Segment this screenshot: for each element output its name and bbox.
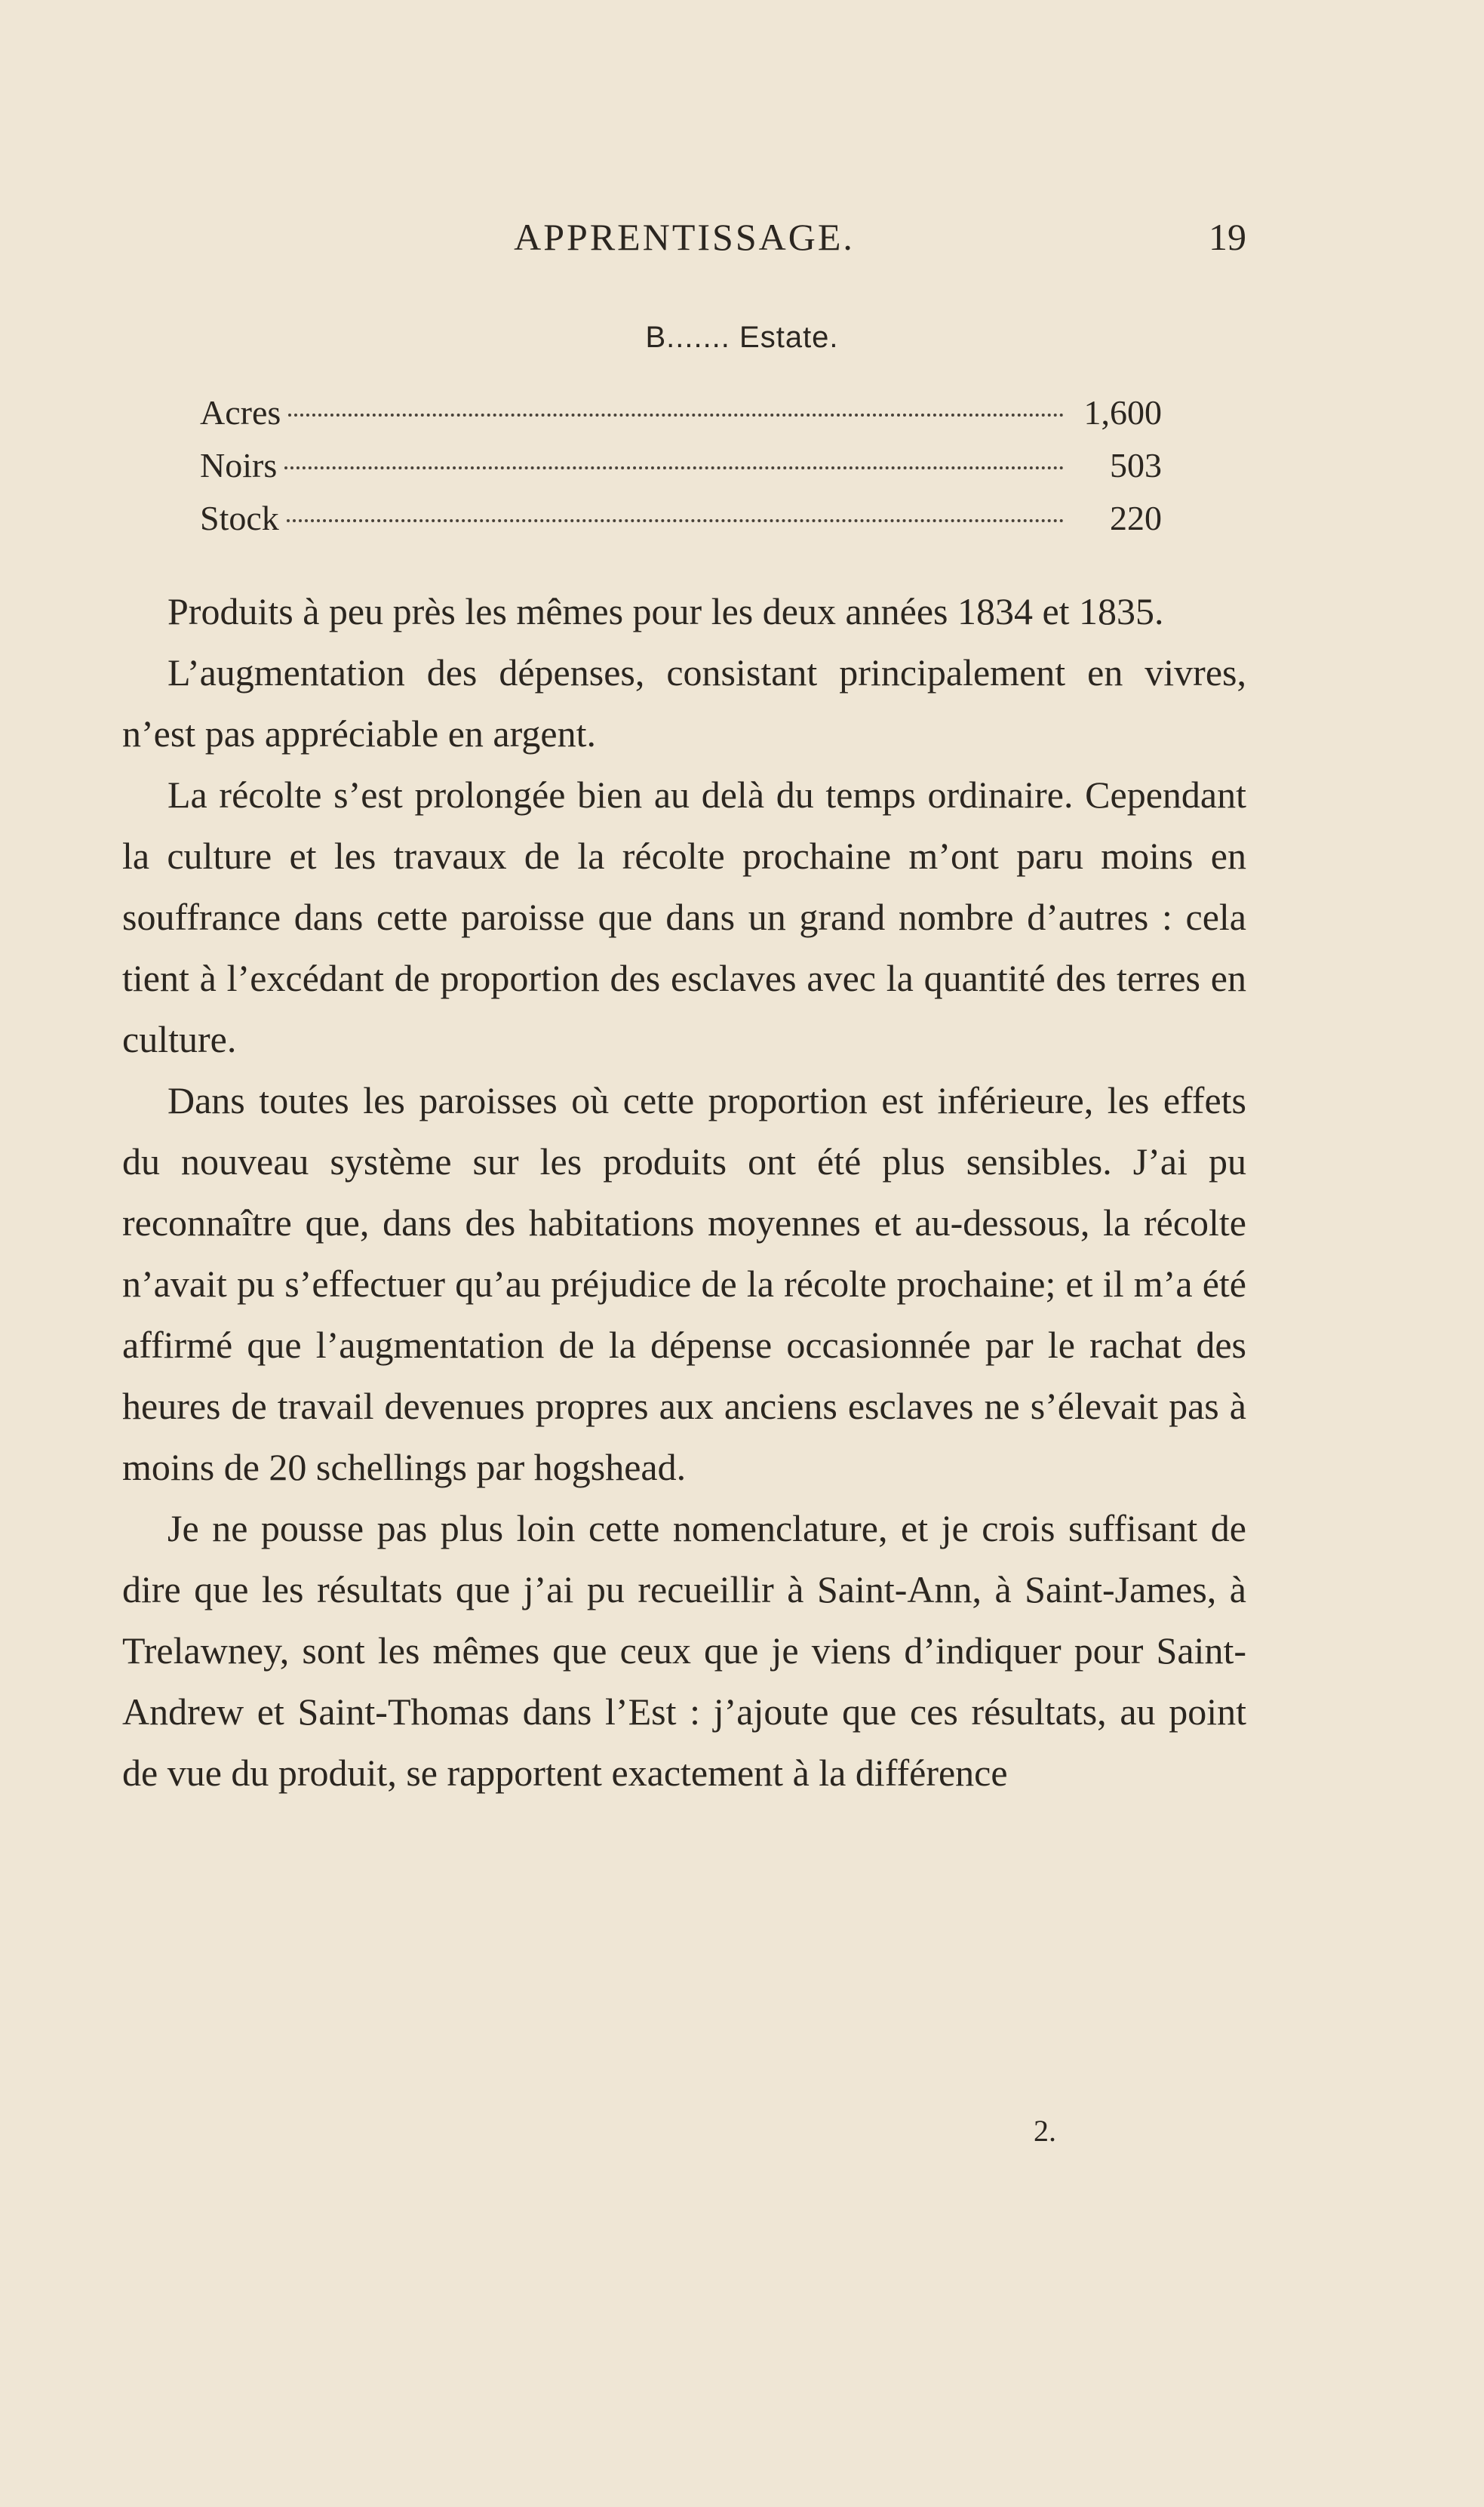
body-text <box>122 581 1246 1804</box>
estate-title: B....... Estate. <box>645 321 839 354</box>
paragraph: Dans toutes les paroisses où cette proportion est inférieure, les effets du nouveau système sur les produits ont été plus sensibles. J’ai pu reconnaître que, dans des habitations moyennes et au-dessous, la récolte n’avait pu s’effectuer qu’au préjudice de la récolte prochaine; et il m’a été affirmé que l’augmentation de la dépense occasionnée par le rachat des heures de travail devenues propres aux anciens esclaves ne s’élevait pas à moins de 20 schellings par hogshead. <box>122 1079 1246 1488</box>
stat-row-stock <box>200 498 1162 551</box>
stat-value: 1,600 <box>1083 393 1162 432</box>
stat-row-acres <box>200 392 1162 445</box>
estate-stats <box>200 392 1162 551</box>
signature-mark: 2. <box>1034 2114 1056 2148</box>
leader-dots <box>287 519 1064 522</box>
stat-row-noirs <box>200 445 1162 498</box>
stat-label: Stock <box>200 499 279 537</box>
paragraph: Produits à peu près les mêmes pour les deux années 1834 et 1835. <box>167 590 1164 632</box>
leader-dots <box>284 466 1064 469</box>
stat-value: 503 <box>1110 446 1162 484</box>
paragraph: L’augmentation des dépenses, consistant principalement en vivres, n’est pas appréciable en argent. <box>122 651 1246 755</box>
stat-label: Noirs <box>200 446 278 484</box>
paragraph: La récolte s’est prolongée bien au delà du temps ordinaire. Cependant la culture et les travaux de la récolte prochaine m’ont paru moins en souffrance dans cette paroisse que dans un grand nombre d’autres : cela tient à l’excédant de proportion des esclaves avec la quantité des terres en culture. <box>122 774 1246 1060</box>
page-number: 19 <box>1209 216 1246 258</box>
running-title: APPRENTISSAGE. <box>514 216 855 258</box>
running-head <box>122 215 1246 260</box>
stat-value: 220 <box>1110 499 1162 537</box>
paragraph: Je ne pousse pas plus loin cette nomenclature, et je crois suffisant de dire que les résultats que j’ai pu recueillir à Saint-Ann, à Saint-James, à Trelawney, sont les mêmes que ceux que je viens d’indiquer pour Saint-Andrew et Saint-Thomas dans l’Est : j’ajoute que ces résultats, au point de vue du produit, se rapportent exactement à la différence <box>122 1507 1246 1794</box>
leader-dots <box>288 414 1064 417</box>
stat-label: Acres <box>200 393 281 432</box>
